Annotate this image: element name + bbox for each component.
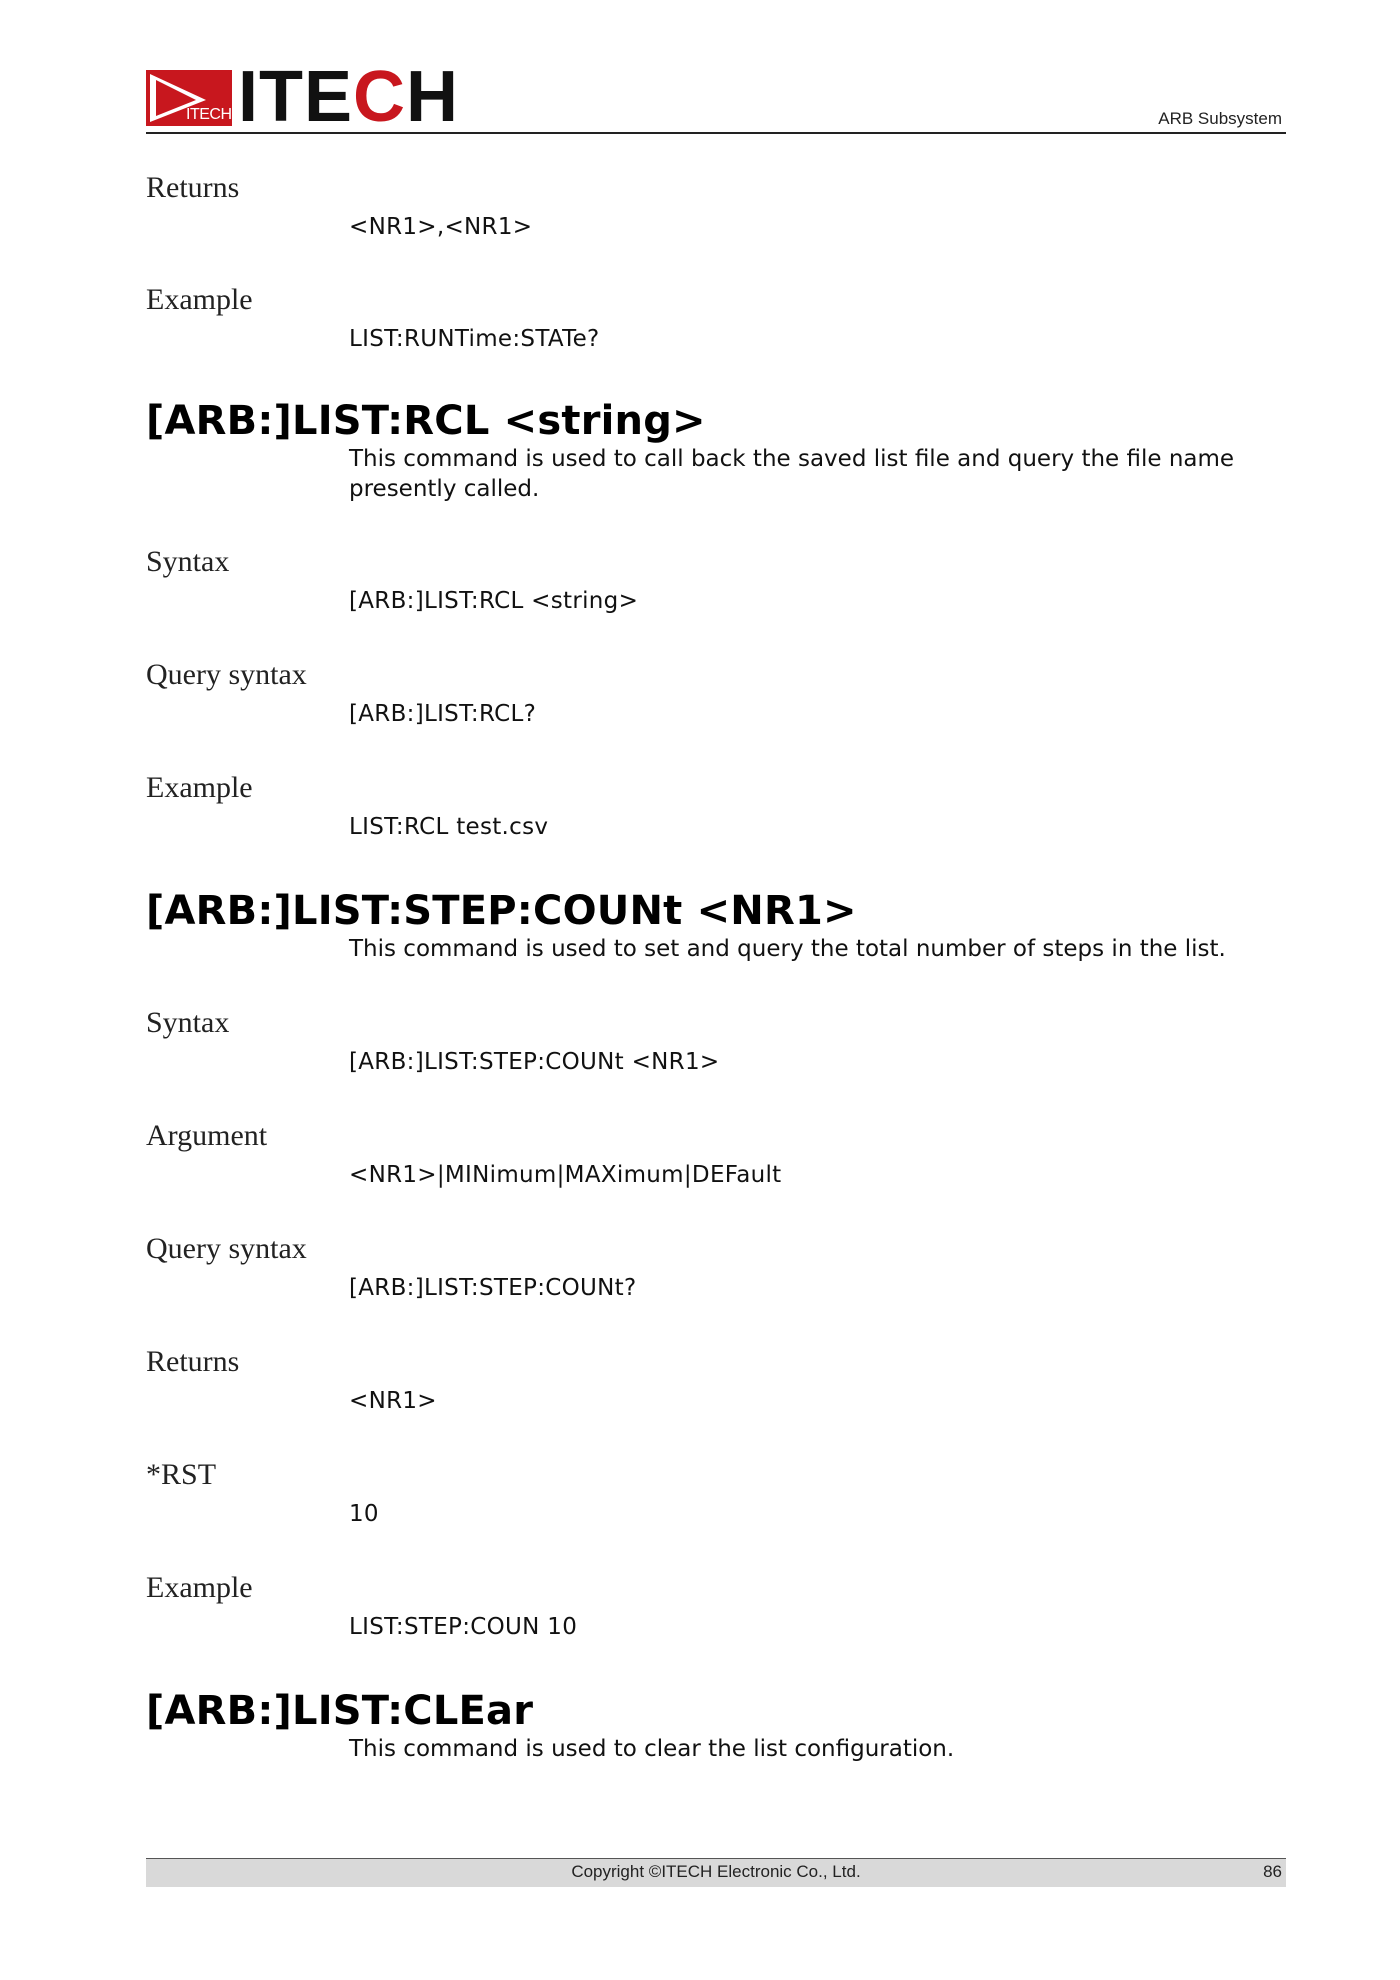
syntax-label: Syntax (146, 1006, 230, 1039)
rcl-example-section (146, 770, 548, 842)
example-value: LIST:RUNTime:STATe? (349, 326, 600, 352)
example-value: LIST:STEP:COUN 10 (349, 1614, 578, 1640)
rst-value: 10 (349, 1501, 379, 1527)
query-syntax-value: [ARB:]LIST:STEP:COUNt? (349, 1275, 637, 1301)
syntax-value: [ARB:]LIST:RCL <string> (349, 588, 639, 614)
page-footer (146, 1858, 1286, 1887)
step-count-example-section (146, 1570, 577, 1642)
clear-command-title: [ARB:]LIST:CLEar (146, 1688, 534, 1734)
returns-label: Returns (146, 171, 240, 204)
clear-command-section (146, 1688, 1289, 1764)
copyright-text: Copyright ©ITECH Electronic Co., Ltd. (571, 1862, 861, 1881)
step-count-returns-section (146, 1344, 437, 1416)
returns-label: Returns (146, 1345, 240, 1378)
example-value: LIST:RCL test.csv (349, 814, 549, 840)
logo-word-h: H (406, 57, 460, 137)
rcl-description: This command is used to call back the saved list file and query the file name presently called. (349, 446, 1235, 502)
page-number: 86 (1263, 1862, 1282, 1881)
logo-word-ite: ITE (238, 57, 354, 137)
rcl-query-section (146, 657, 536, 729)
step-count-command-title: [ARB:]LIST:STEP:COUNt <NR1> (146, 888, 857, 934)
returns-section (146, 170, 532, 242)
example-label: Example (146, 283, 253, 316)
rst-label: *RST (146, 1458, 217, 1491)
query-syntax-label: Query syntax (146, 658, 307, 691)
syntax-label: Syntax (146, 545, 230, 578)
argument-value: <NR1>|MINimum|MAXimum|DEFault (349, 1162, 782, 1188)
section-title: ARB Subsystem (1158, 109, 1282, 128)
query-syntax-label: Query syntax (146, 1232, 307, 1265)
rcl-command-title: [ARB:]LIST:RCL <string> (146, 398, 706, 444)
logo-mark-text: ITECH (186, 106, 232, 123)
page-header (146, 57, 1286, 137)
example-section (146, 282, 600, 354)
returns-value: <NR1>,<NR1> (349, 214, 533, 240)
logo-wordmark (238, 57, 460, 137)
step-count-argument-section (146, 1118, 781, 1190)
logo-mark-icon (146, 70, 232, 126)
itech-logo (146, 57, 460, 137)
step-count-command-section (146, 888, 1289, 964)
rcl-syntax-section (146, 544, 638, 616)
clear-description: This command is used to clear the list configuration. (349, 1736, 955, 1762)
example-label: Example (146, 1571, 253, 1604)
logo-word-c: C (353, 57, 407, 137)
query-syntax-value: [ARB:]LIST:RCL? (349, 701, 537, 727)
step-count-query-section (146, 1231, 637, 1303)
syntax-value: [ARB:]LIST:STEP:COUNt <NR1> (349, 1049, 720, 1075)
step-count-description: This command is used to set and query the total number of steps in the list. (349, 936, 1226, 962)
argument-label: Argument (146, 1119, 268, 1152)
example-label: Example (146, 771, 253, 804)
rcl-command-section (146, 398, 1289, 504)
returns-value: <NR1> (349, 1388, 437, 1414)
step-count-rst-section (146, 1457, 379, 1529)
step-count-syntax-section (146, 1005, 719, 1077)
